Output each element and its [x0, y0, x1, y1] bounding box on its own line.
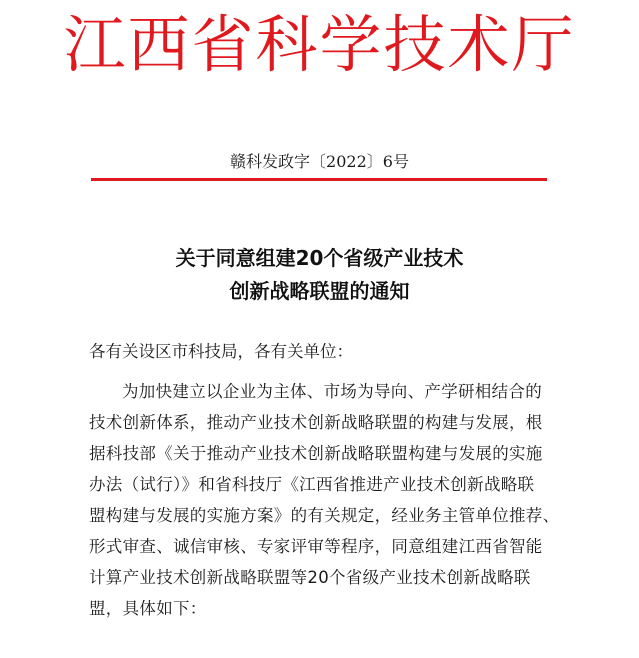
- body-line: 技术创新体系，推动产业技术创新战略联盟的构建与发展，根: [89, 413, 543, 432]
- body-line: 盟构建与发展的实施方案》的有关规定，经业务主管单位推荐、: [89, 506, 560, 525]
- body-line: 形式审查、诚信审核、专家评审等程序，同意组建江西省智能: [89, 537, 543, 556]
- salutation: 各有关设区市科技局，各有关单位：: [89, 342, 353, 361]
- body-line: 计算产业技术创新战略联盟等20个省级产业技术创新战略联: [89, 568, 531, 587]
- notice-title-line-2: 创新战略联盟的通知: [229, 279, 410, 303]
- document-number: 赣科发政字〔2022〕6号: [230, 152, 409, 171]
- notice-title-line-1: 关于同意组建20个省级产业技术: [175, 246, 464, 270]
- red-divider-line: [91, 178, 547, 181]
- body-line: 办法（试行）》和省科技厅《江西省推进产业技术创新战略联: [89, 475, 535, 494]
- masthead-title: 江西省科学技术厅: [63, 8, 576, 81]
- body-line: 据科技部《关于推动产业技术创新战略联盟构建与发展的实施: [89, 444, 543, 463]
- body-paragraph: [89, 376, 559, 624]
- body-line: 为加快建立以企业为主体、市场为导向、产学研相结合的: [122, 382, 542, 401]
- body-line: 盟，具体如下：: [89, 599, 207, 618]
- notice-title: [0, 242, 639, 308]
